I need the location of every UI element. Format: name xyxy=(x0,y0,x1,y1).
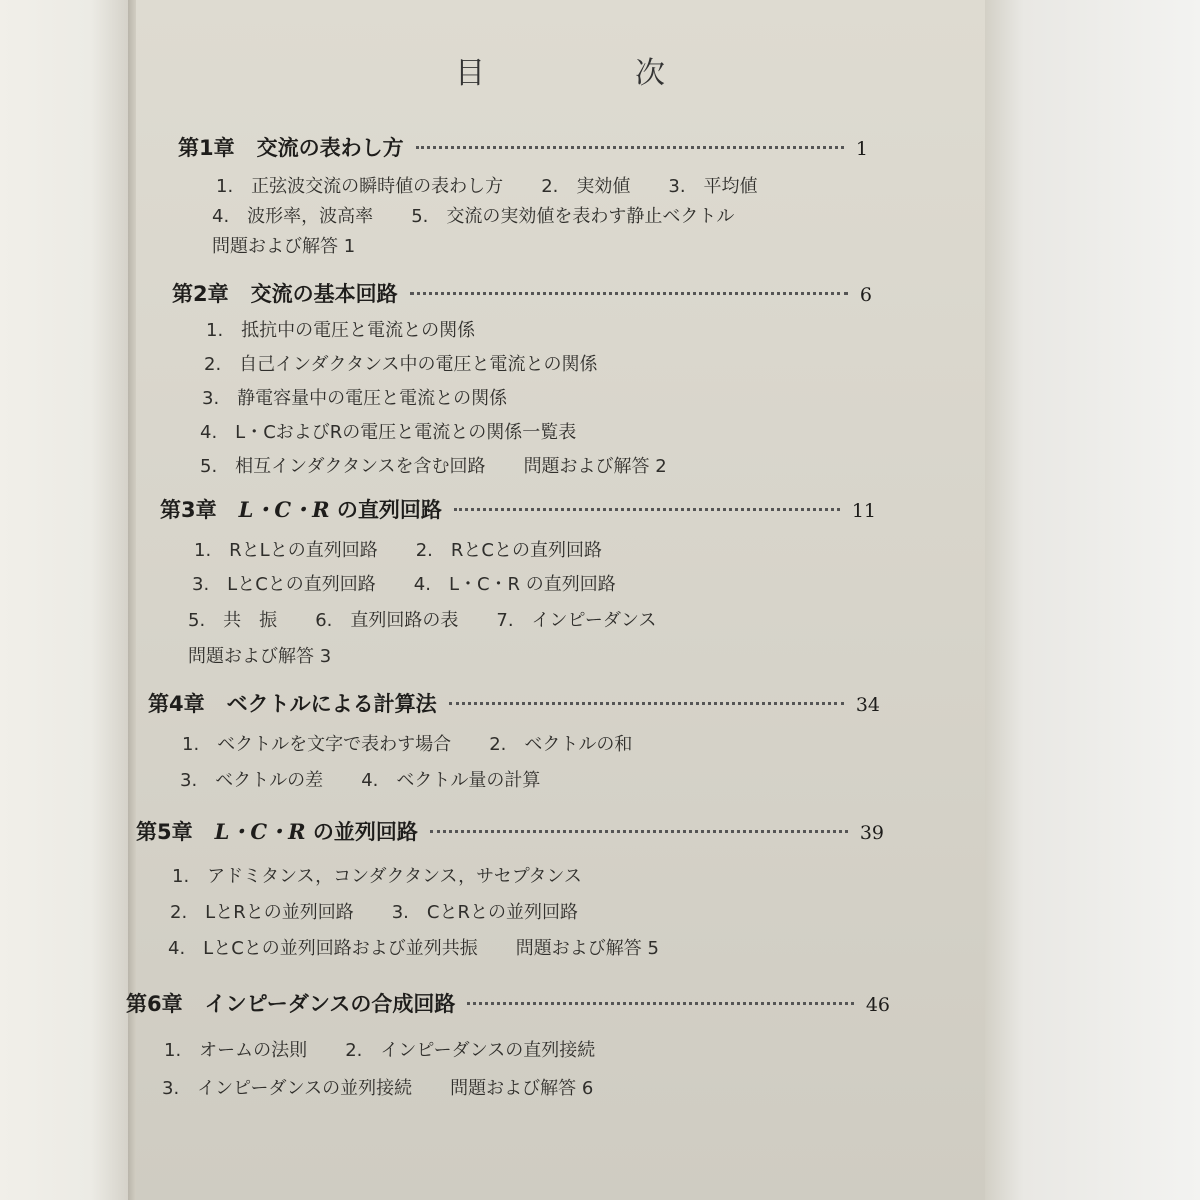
section-entry: 3. CとRとの並列回路 xyxy=(391,902,578,923)
left-page-margin xyxy=(0,0,130,1200)
chapter-number: 第1章 xyxy=(178,136,235,160)
section-line xyxy=(212,202,734,228)
chapter-title: 交流の表わし方 xyxy=(256,136,404,160)
chapter-heading xyxy=(172,278,872,308)
chapter-heading xyxy=(136,816,884,846)
section-line xyxy=(202,384,507,410)
chapter-number: 第6章 xyxy=(126,992,183,1016)
section-entry: 1. 正弦波交流の瞬時値の表わし方 xyxy=(216,176,504,197)
chapter-title: ベクトルによる計算法 xyxy=(226,692,437,716)
section-entry: 問題および解答 3 xyxy=(188,646,332,667)
section-entry: 1. アドミタンス，コンダクタンス，サセプタンス xyxy=(172,866,582,887)
section-line xyxy=(170,898,578,924)
chapter-page-number: 46 xyxy=(865,994,890,1016)
section-entry: 問題および解答 1 xyxy=(212,236,356,257)
section-entry: 1. オームの法則 xyxy=(164,1040,308,1061)
section-entry: 1. 抵抗中の電圧と電流との関係 xyxy=(206,320,476,341)
section-line xyxy=(182,730,632,756)
section-line xyxy=(200,418,576,444)
section-entry: 4. L・CおよびRの電圧と電流との関係一覧表 xyxy=(200,422,577,443)
section-entry: 4. 波形率，波高率 xyxy=(212,206,374,227)
section-entry: 5. 共 振 xyxy=(188,610,278,631)
section-entry: 2. RとCとの直列回路 xyxy=(415,540,602,561)
chapter-page-number: 6 xyxy=(859,284,872,306)
chapter-heading xyxy=(178,132,868,162)
section-entry: 5. 相互インダクタンスを含む回路 xyxy=(200,456,486,477)
chapter-title: L・C・R の並列回路 xyxy=(214,819,418,844)
leader-dots xyxy=(454,508,840,511)
section-entry: 3. 静電容量中の電圧と電流との関係 xyxy=(202,388,508,409)
leader-dots xyxy=(430,830,848,833)
section-entry: 4. LとCとの並列回路および並列共振 xyxy=(168,938,478,959)
section-entry: 7. インピーダンス xyxy=(496,610,657,631)
chapter-page-number: 11 xyxy=(851,500,876,522)
section-line xyxy=(188,606,656,632)
section-line xyxy=(162,1074,593,1100)
leader-dots xyxy=(416,146,844,149)
section-entry: 1. ベクトルを文字で表わす場合 xyxy=(182,734,452,755)
chapter-heading xyxy=(126,988,890,1018)
section-entry: 問題および解答 6 xyxy=(450,1078,594,1099)
leader-dots xyxy=(467,1002,853,1005)
section-entry: 1. RとLとの直列回路 xyxy=(194,540,378,561)
section-line xyxy=(212,232,355,258)
page-edge xyxy=(985,0,1200,1200)
section-entry: 3. ベクトルの差 xyxy=(180,770,324,791)
section-line xyxy=(192,570,616,596)
chapter-page-number: 39 xyxy=(859,822,884,844)
section-entry: 5. 交流の実効値を表わす静止ベクトル xyxy=(411,206,735,227)
chapter-title: インピーダンスの合成回路 xyxy=(204,992,456,1016)
toc-title: 目 次 xyxy=(455,56,725,91)
section-entry: 2. LとRとの並列回路 xyxy=(170,902,354,923)
section-line xyxy=(164,1036,595,1062)
chapter-number: 第5章 xyxy=(136,820,193,844)
chapter-page-number: 34 xyxy=(855,694,880,716)
leader-dots xyxy=(449,702,844,705)
chapter-heading xyxy=(148,688,880,718)
section-entry: 問題および解答 5 xyxy=(515,938,659,959)
section-entry: 3. LとCとの直列回路 xyxy=(192,574,376,595)
section-line xyxy=(188,642,331,668)
chapter-title: L・C・R の直列回路 xyxy=(238,497,442,522)
section-line xyxy=(180,766,540,792)
section-line xyxy=(206,316,475,342)
section-entry: 3. 平均値 xyxy=(668,176,758,197)
chapter-number: 第2章 xyxy=(172,282,229,306)
section-entry: 2. ベクトルの和 xyxy=(489,734,633,755)
section-line xyxy=(168,934,659,960)
section-line xyxy=(172,862,582,888)
section-entry: 2. インピーダンスの直列接続 xyxy=(345,1040,596,1061)
chapter-heading xyxy=(160,494,876,524)
section-entry: 4. L・C・R の直列回路 xyxy=(413,574,616,595)
section-entry: 4. ベクトル量の計算 xyxy=(361,770,541,791)
chapter-number: 第3章 xyxy=(160,498,217,522)
section-line xyxy=(194,536,602,562)
leader-dots xyxy=(410,292,848,295)
section-line xyxy=(204,350,598,376)
section-line xyxy=(216,172,758,198)
section-entry: 問題および解答 2 xyxy=(523,456,667,477)
chapter-page-number: 1 xyxy=(855,138,868,160)
section-entry: 2. 実効値 xyxy=(541,176,631,197)
chapter-title: 交流の基本回路 xyxy=(250,282,398,306)
section-entry: 3. インピーダンスの並列接続 xyxy=(162,1078,413,1099)
section-line xyxy=(200,452,667,478)
section-entry: 6. 直列回路の表 xyxy=(315,610,459,631)
section-entry: 2. 自己インダクタンス中の電圧と電流との関係 xyxy=(204,354,598,375)
chapter-number: 第4章 xyxy=(148,692,205,716)
